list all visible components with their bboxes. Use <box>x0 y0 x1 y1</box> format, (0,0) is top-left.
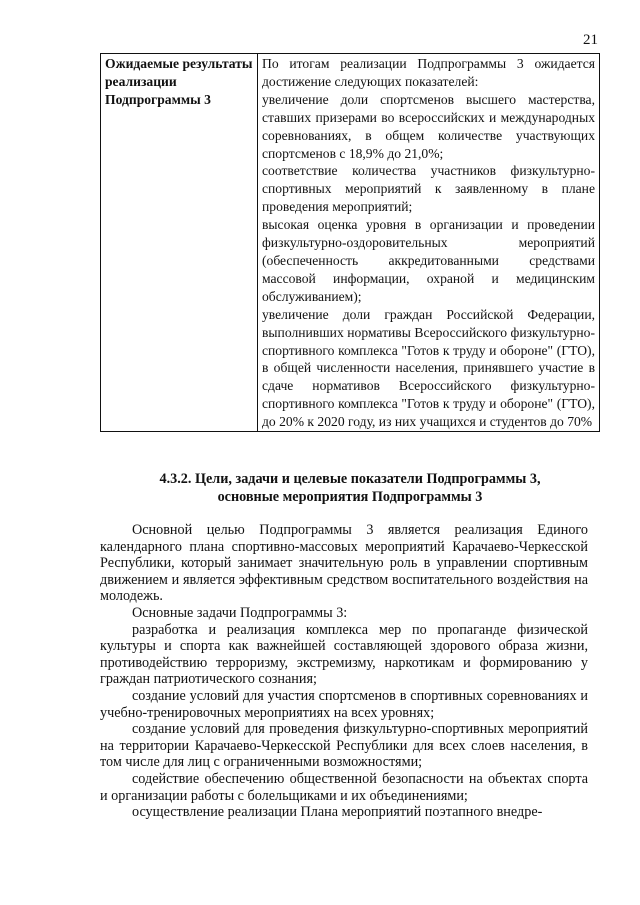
goal-paragraph: Основной целью Подпрограммы 3 является реализация Единого календарного плана спортивно-массовых мероприятий Карачаево-Черкесской Республики, который занимает значительную роль в управлении спортивным движением и является эффективным средством воспитательного воздействия на молодежь. <box>100 522 588 605</box>
task-item: осуществление реализации Плана мероприятий поэтапного внедре- <box>132 804 543 821</box>
results-paragraph-gto: увеличение доли граждан Российской Федерации, выполнивших нормативы Всероссийского физкультурно-спортивного комплекса "Готов к труду и обороне" (ГТО), в общей численности населения, принявшего участие в сдаче нормативов Всероссийского физкультурно-спортивного комплекса "Готов к труду и обороне" (ГТО), до 20% к 2020 году, из них учащихся и студентов до 70% <box>262 306 595 430</box>
table-content-cell <box>258 54 600 432</box>
task-item: содействие обеспечению общественной безопасности на объектах спорта и организации работы с болельщиками и их объединениями; <box>100 770 588 804</box>
tasks-intro: Основные задачи Подпрограммы 3: <box>132 604 348 621</box>
results-paragraph-athletes: увеличение доли спортсменов высшего мастерства, ставших призерами во всероссийских и международных соревнованиях, в общем количестве участвующих спортсменов с 18,9% до 21,0%; <box>262 91 595 161</box>
section-heading <box>100 470 600 506</box>
task-item: создание условий для участия спортсменов в спортивных соревнованиях и учебно-тренировочных мероприятиях на всех уровнях; <box>100 687 588 721</box>
section-heading-line-1: 4.3.2. Цели, задачи и целевые показатели Подпрограммы 3, <box>159 471 541 487</box>
table-label-cell: Ожидаемые результаты реализации Подпрограммы 3 <box>101 54 258 432</box>
table-row <box>101 54 600 432</box>
body-text <box>100 522 588 821</box>
results-paragraph-intro: По итогам реализации Подпрограммы 3 ожидается достижение следующих показателей: <box>262 56 595 89</box>
results-paragraph-organization: высокая оценка уровня в организации и проведении физкультурно-оздоровительных мероприятий (обеспеченность аккредитованными средствами массовой информации, охраной и медицинским обслуживанием); <box>262 217 595 304</box>
results-paragraph-participants: соответствие количества участников физкультурно-спортивных мероприятий к заявленному в плане проведения мероприятий; <box>262 163 595 215</box>
task-item: разработка и реализация комплекса мер по пропаганде физической культуры и спорта как важнейшей составляющей здорового образа жизни, противодействию терроризму, экстремизму, наркотикам и формированию у граждан патриотического сознания; <box>100 621 588 688</box>
expected-results-table <box>100 53 600 432</box>
section-heading-line-2: основные мероприятия Подпрограммы 3 <box>217 489 483 505</box>
page-number: 21 <box>583 32 598 48</box>
task-item: создание условий для проведения физкультурно-спортивных мероприятий на территории Карачаево-Черкесской Республики для всех слоев населения, в том числе для лиц с ограниченными возможностями; <box>100 721 588 771</box>
